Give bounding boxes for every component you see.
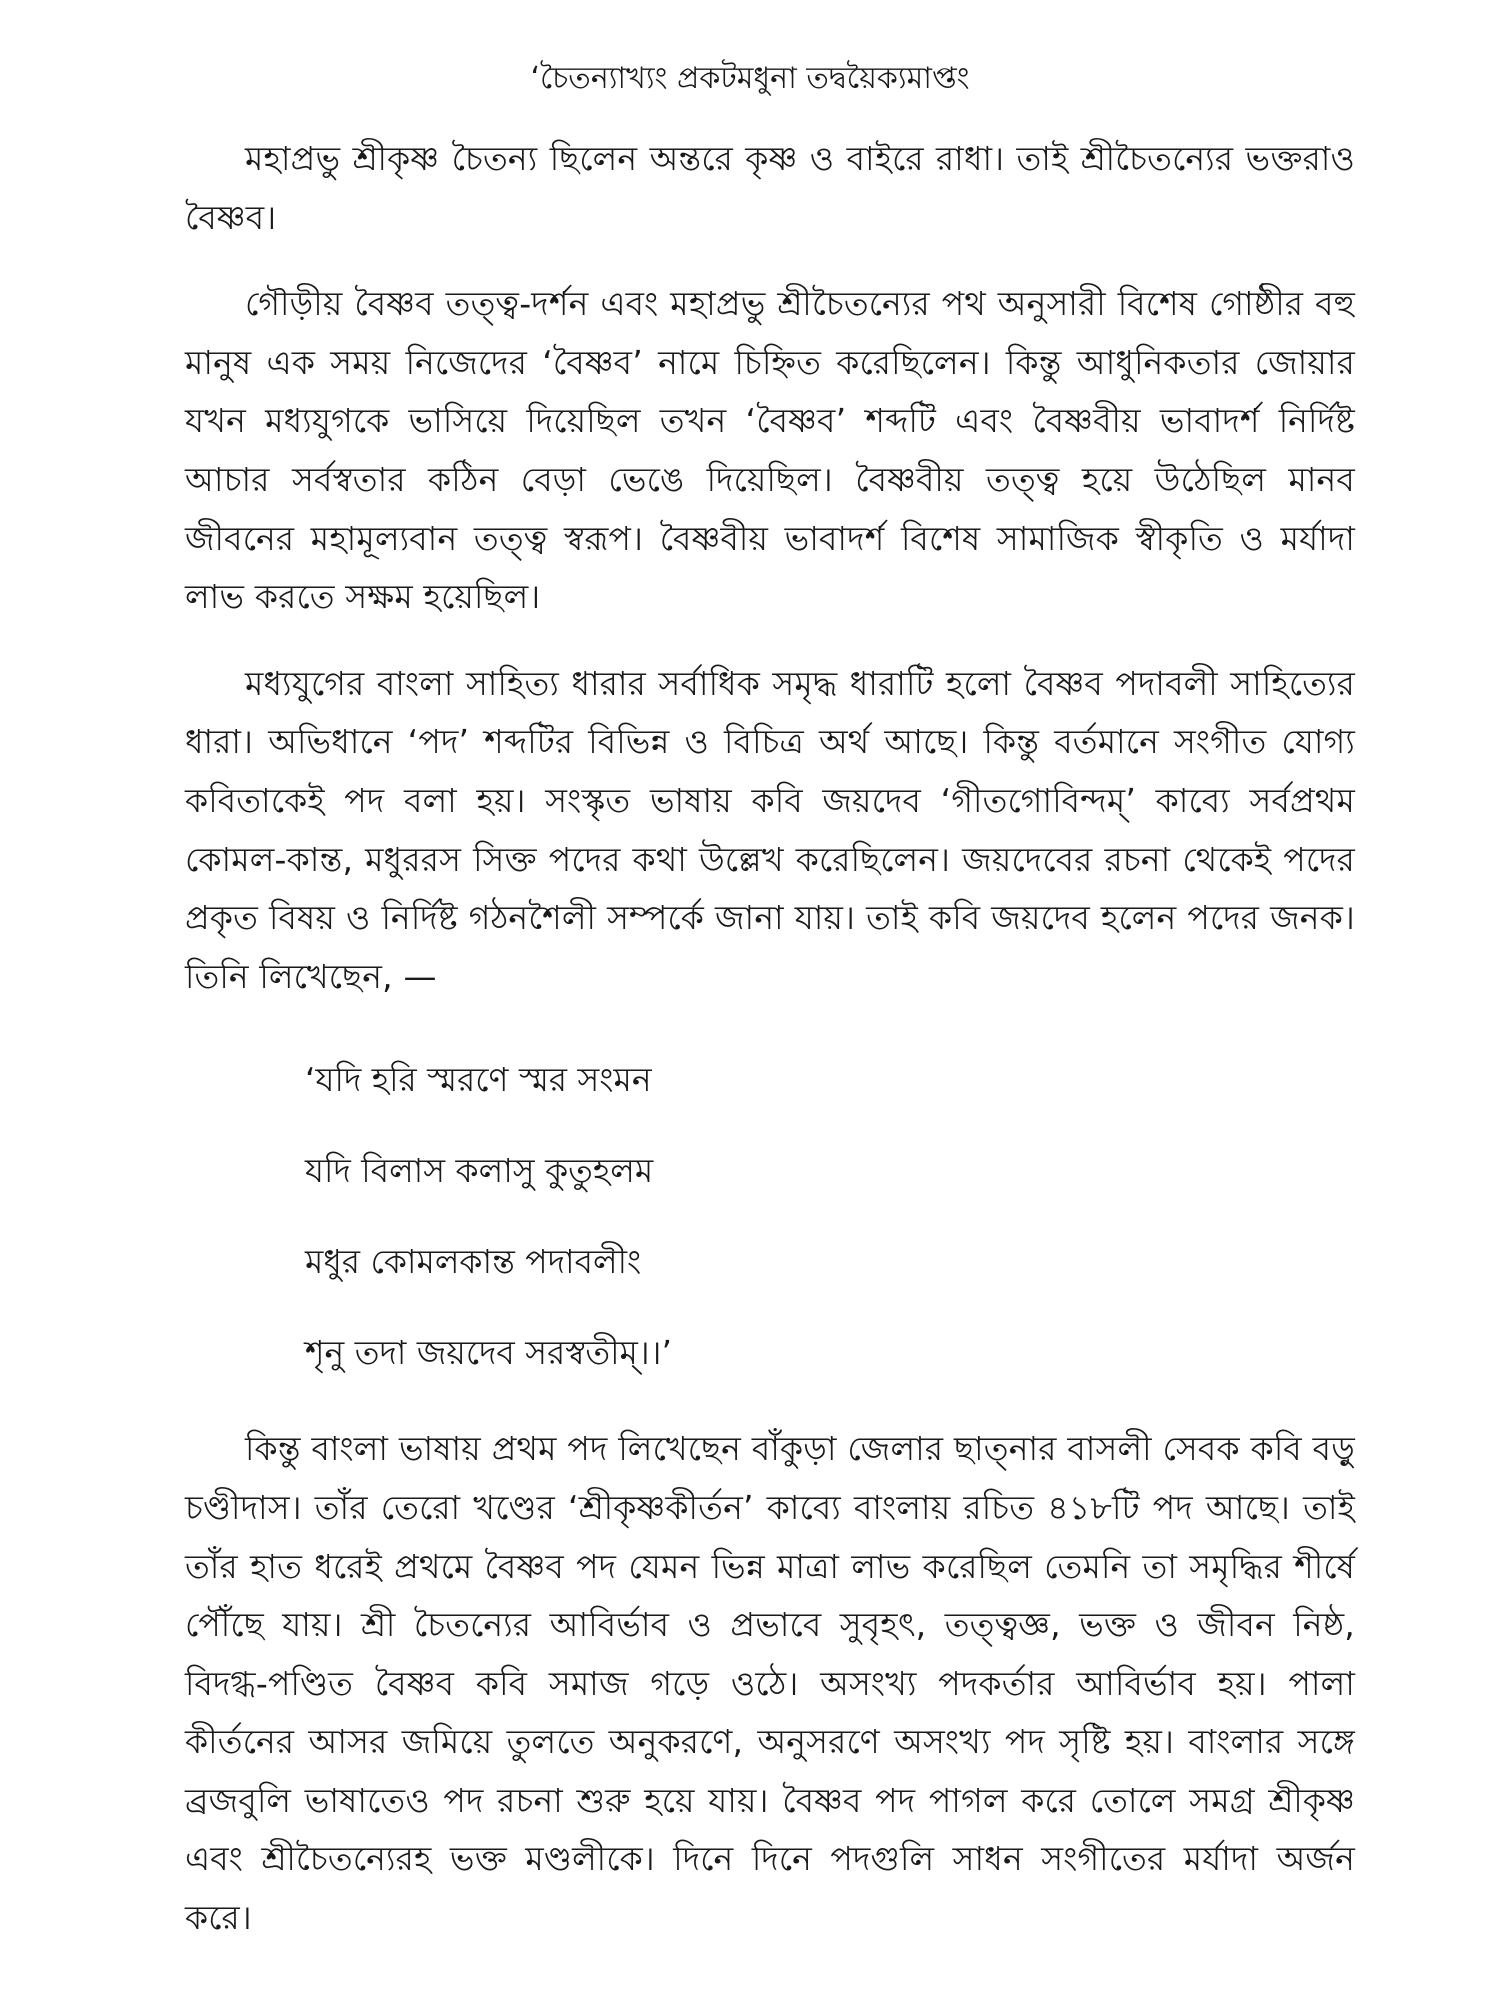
verse-line-2: যদি বিলাস কলাসু কুতুহলম [305, 1151, 654, 1191]
paragraph-3: মধ্যযুগের বাংলা সাহিত্য ধারার সর্বাধিক সমৃদ্ধ ধারাটি হলো বৈষ্ণব পদাবলী সাহিত্যের ধারা। অভিধানে ‘পদ’ শব্দটির বিভিন্ন ও বিচিত্র অর্থ আছে। কিন্তু বর্তমানে সংগীত যোগ্য কবিতাকেই পদ বলা হয়। সংস্কৃত ভাষায় কবি জয়দেব ‘গীতগোবিন্দম্’ কাব্যে সর্বপ্রথম কোমল-কান্ত, মধুররস সিক্ত পদের কথা উল্লেখ করেছিলেন। জয়দেবের রচনা থেকেই পদের প্রকৃত বিষয় ও নির্দিষ্ট গঠনশৈলী সম্পর্কে জানা যায়। তাই কবি জয়দেব হলেন পদের জনক। তিনি লিখেছেন, — [185, 663, 1355, 996]
epigraph-line: ‘চৈতন্যাখ্যং প্রকটমধুনা তদ্বয়ৈক্যমাপ্তং [530, 61, 970, 96]
paragraph-2: গৌড়ীয় বৈষ্ণব তত্ত্ব-দর্শন এবং মহাপ্রভু শ্রীচৈতন্যের পথ অনুসারী বিশেষ গোষ্ঠীর বহু মানুষ এক সময় নিজেদের ‘বৈষ্ণব’ নামে চিহ্নিত করেছিলেন। কিন্তু আধুনিকতার জোয়ার যখন মধ্যযুগকে ভাসিয়ে দিয়েছিল তখন ‘বৈষ্ণব’ শব্দটি এবং বৈষ্ণবীয় ভাবাদর্শ নির্দিষ্ট আচার সর্বস্বতার কঠিন বেড়া ভেঙে দিয়েছিল। বৈষ্ণবীয় তত্ত্ব হয়ে উঠেছিল মানব জীবনের মহামূল্যবান তত্ত্ব স্বরূপ। বৈষ্ণবীয় ভাবাদর্শ বিশেষ সামাজিক স্বীকৃতি ও মর্যাদা লাভ করতে সক্ষম হয়েছিল। [185, 284, 1356, 617]
paragraph-1: মহাপ্রভু শ্রীকৃষ্ণ চৈতন্য ছিলেন অন্তরে কৃষ্ণ ও বাইরে রাধা। তাই শ্রীচৈতন্যের ভক্তরাও বৈষ্ণব। [185, 139, 1355, 237]
paragraph-4: কিন্তু বাংলা ভাষায় প্রথম পদ লিখেছেন বাঁকুড়া জেলার ছাত্‌নার বাসলী সেবক কবি বড়ু চণ্ডীদাস। তাঁর তেরো খণ্ডের ‘শ্রীকৃষ্ণকীর্তন’ কাব্যে বাংলায় রচিত ৪১৮টি পদ আছে। তাই তাঁর হাত ধরেই প্রথমে বৈষ্ণব পদ যেমন ভিন্ন মাত্রা লাভ করেছিল তেমনি তা সমৃদ্ধির শীর্ষে পৌঁছে যায়। শ্রী চৈতন্যের আবির্ভাব ও প্রভাবে সুবৃহৎ, তত্ত্বজ্ঞ, ভক্ত ও জীবন নিষ্ঠ, বিদগ্ধ-পণ্ডিত বৈষ্ণব কবি সমাজ গড়ে ওঠে। অসংখ্য পদকর্তার আবির্ভাব হয়। পালা কীর্তনের আসর জমিয়ে তুলতে অনুকরণে, অনুসরণে অসংখ্য পদ সৃষ্টি হয়। বাংলার সঙ্গে ব্রজবুলি ভাষাতেও পদ রচনা শুরু হয়ে যায়। বৈষ্ণব পদ পাগল করে তোলে সমগ্র শ্রীকৃষ্ণ এবং শ্রীচৈতন্যেরহ ভক্ত মণ্ডলীকে। দিনে দিনে পদগুলি সাধন সংগীতের মর্যাদা অর্জন করে। [185, 1429, 1355, 1938]
verse-line-4: শৃনু তদা জয়দেব সরস্বতীম্।।’ [305, 1333, 672, 1373]
verse-line-1: ‘যদি হরি স্মরণে স্মর সংমন [305, 1060, 652, 1100]
body-text [185, 130, 1355, 1976]
verse-quote [185, 1034, 1355, 1398]
verse-line-3: মধুর কোমলকান্ত পদাবলীং [305, 1242, 642, 1282]
